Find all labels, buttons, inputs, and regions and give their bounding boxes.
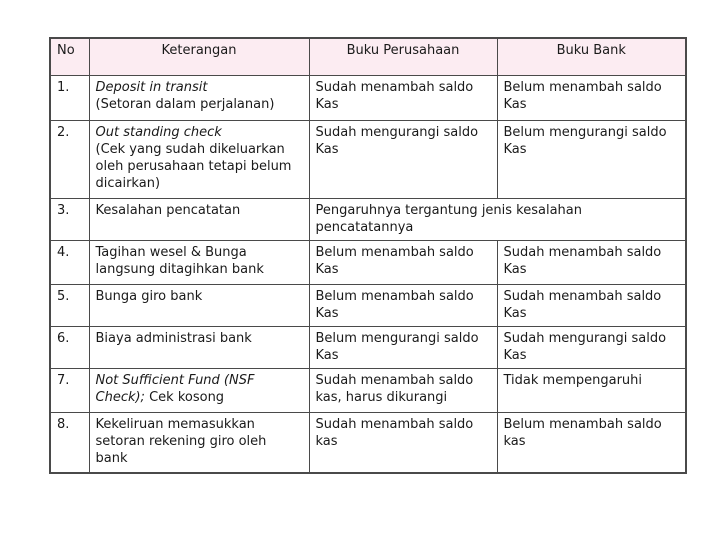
row-number: 6. <box>50 327 89 369</box>
row-number: 7. <box>50 369 89 413</box>
row-number: 1. <box>50 76 89 121</box>
row-buku-perusahaan: Belum menambah saldo Kas <box>309 285 497 327</box>
row-buku-perusahaan: Sudah mengurangi saldo Kas <box>309 121 497 199</box>
row-buku-bank: Sudah menambah saldo Kas <box>497 241 686 285</box>
row-buku-perusahaan: Sudah menambah saldo Kas <box>309 76 497 121</box>
header-buku-perusahaan: Buku Perusahaan <box>309 38 497 76</box>
row-keterangan: Kekeliruan memasukkan setoran rekening giro oleh bank <box>89 413 309 473</box>
row-keterangan <box>89 369 309 413</box>
table-row <box>50 285 686 327</box>
header-keterangan: Keterangan <box>89 38 309 76</box>
row-keterangan <box>89 121 309 199</box>
keterangan-translation: Cek kosong <box>144 390 225 405</box>
row-buku-perusahaan: Belum mengurangi saldo Kas <box>309 327 497 369</box>
keterangan-term: Not Sufficient Fund (NSF Check); <box>95 373 255 405</box>
row-number: 4. <box>50 241 89 285</box>
row-buku-perusahaan: Sudah menambah saldo kas, harus dikurangi <box>309 369 497 413</box>
row-buku-perusahaan: Belum menambah saldo Kas <box>309 241 497 285</box>
row-number: 3. <box>50 199 89 241</box>
table-row <box>50 199 686 241</box>
row-buku-bank: Belum menambah saldo kas <box>497 413 686 473</box>
table-row <box>50 413 686 473</box>
header-buku-bank: Buku Bank <box>497 38 686 76</box>
keterangan-translation: (Setoran dalam perjalanan) <box>95 97 275 112</box>
row-buku-bank: Sudah menambah saldo Kas <box>497 285 686 327</box>
header-no: No <box>50 38 89 76</box>
row-number: 8. <box>50 413 89 473</box>
table-row <box>50 369 686 413</box>
row-keterangan <box>89 76 309 121</box>
row-buku-perusahaan: Sudah menambah saldo kas <box>309 413 497 473</box>
row-number: 2. <box>50 121 89 199</box>
row-buku-bank: Tidak mempengaruhi <box>497 369 686 413</box>
keterangan-term: Deposit in transit <box>95 80 208 95</box>
row-keterangan: Kesalahan pencatatan <box>89 199 309 241</box>
row-buku-bank: Belum menambah saldo Kas <box>497 76 686 121</box>
table-row <box>50 241 686 285</box>
row-merged-note: Pengaruhnya tergantung jenis kesalahan pencatatannya <box>309 199 686 241</box>
row-buku-bank: Belum mengurangi saldo Kas <box>497 121 686 199</box>
row-keterangan: Tagihan wesel & Bunga langsung ditagihkan bank <box>89 241 309 285</box>
row-keterangan: Biaya administrasi bank <box>89 327 309 369</box>
table-row <box>50 76 686 121</box>
row-buku-bank: Sudah mengurangi saldo Kas <box>497 327 686 369</box>
row-keterangan: Bunga giro bank <box>89 285 309 327</box>
table-row <box>50 121 686 199</box>
reconciliation-table <box>49 37 687 474</box>
keterangan-translation: (Cek yang sudah dikeluarkan oleh perusahaan tetapi belum dicairkan) <box>95 142 292 191</box>
row-number: 5. <box>50 285 89 327</box>
keterangan-term: Out standing check <box>95 125 222 140</box>
table-row <box>50 327 686 369</box>
table-header-row <box>50 38 686 76</box>
